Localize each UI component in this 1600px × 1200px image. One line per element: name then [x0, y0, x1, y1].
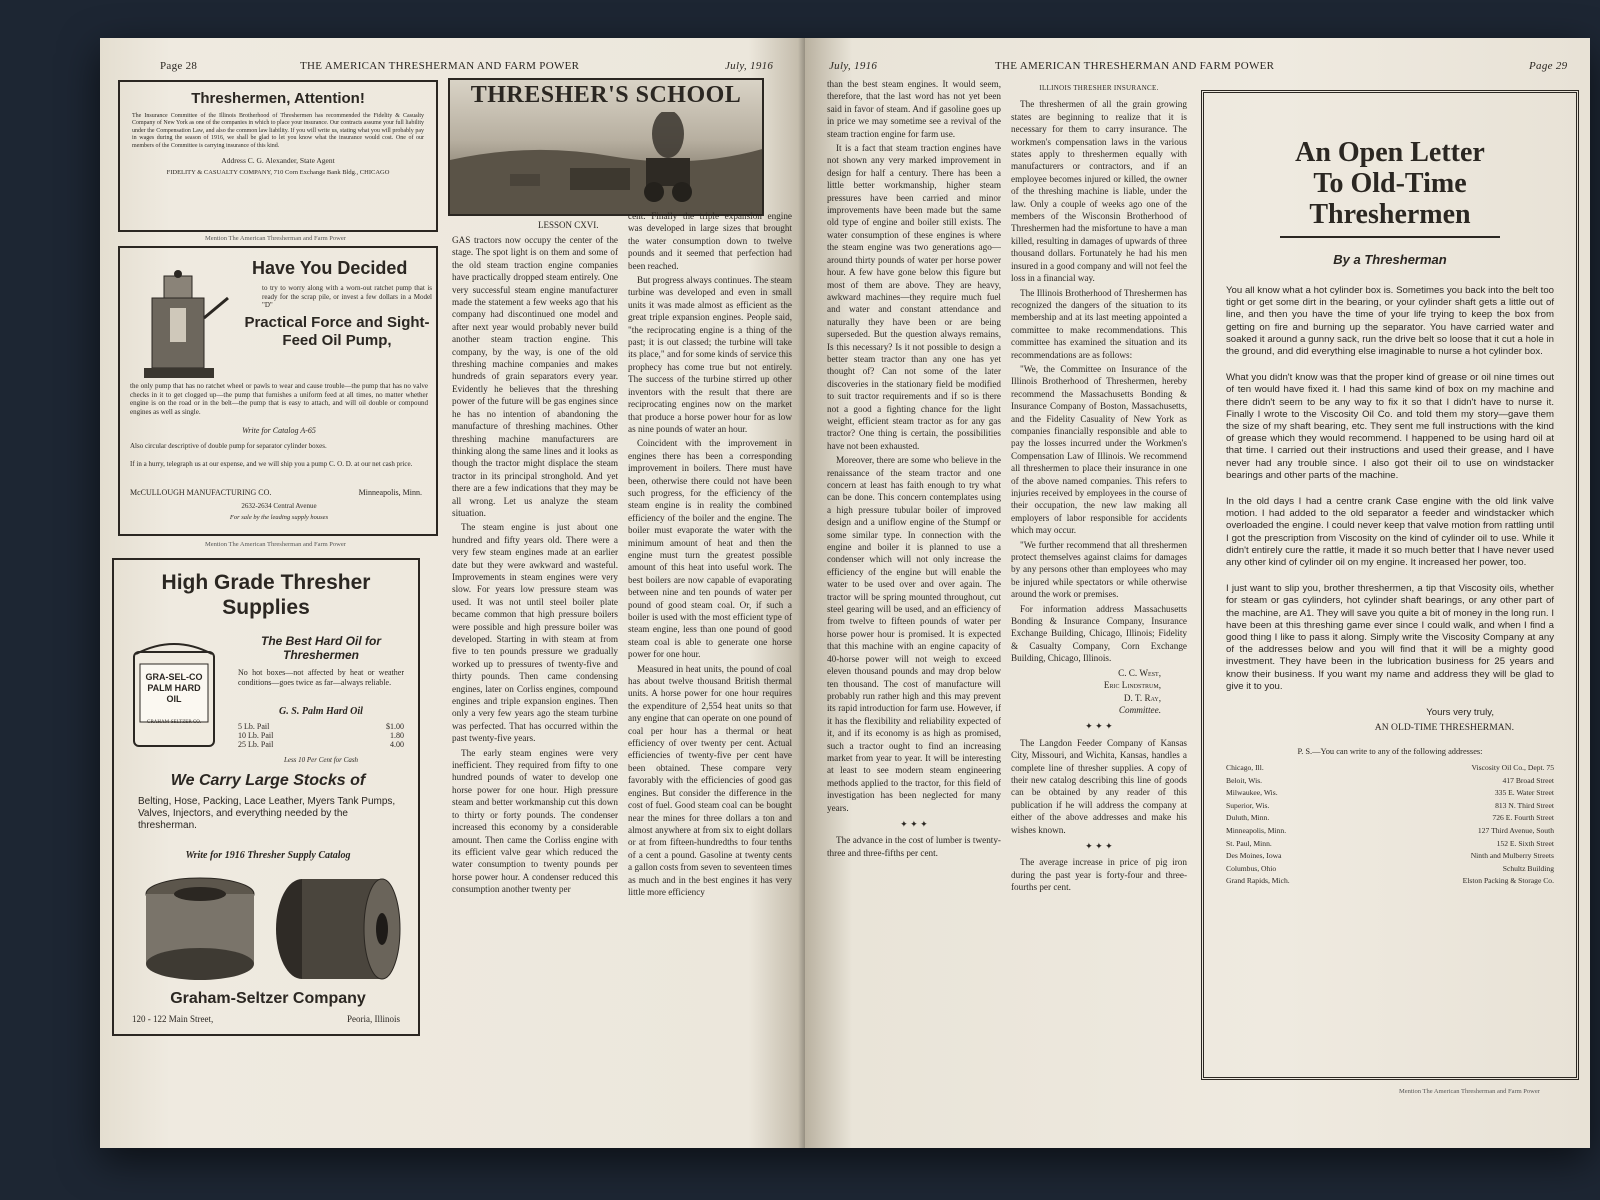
ad-hurry: If in a hurry, telegraph us at our expense, and we will ship you a pump C. O. D. at our net cash price. — [130, 460, 413, 468]
section-divider: ✦ ✦ ✦ — [900, 818, 928, 829]
article-column-4 — [1011, 82, 1187, 1082]
address-row — [1226, 850, 1554, 863]
article-text: The early steam engines were very inefficient. They required from fifty to one hundred pounds of water to develop one horse power for one hour. High pressure steam and better workmanship cut this down to thirty or forty pounds. The condenser increased this economy by a considerable amount. Then came the Corliss engine with its efficient valve gear which reduced the water consumption to twenty pounds per horse power hour. A condenser reduced this consumption another twenty per — [452, 747, 618, 895]
ad-also: Also circular descriptive of double pump for separator cylinder boxes. — [130, 442, 327, 450]
ad-city: Minneapolis, Minn. — [358, 488, 422, 497]
article-column-1 — [452, 234, 618, 1082]
threshing-scene-photo — [450, 112, 764, 216]
page-date: July, 1916 — [829, 60, 878, 72]
address-row — [1226, 863, 1554, 876]
address-city: Des Moines, Iowa — [1226, 851, 1282, 861]
article-text: The threshermen of all the grain growing states are beginning to realize that it is necessary for them to carry insurance. The workmen's compensation laws in the various states apply to threshermen equally with manufacturers or contractors, and if an employee becomes injured or killed, the owner of the threshing machine is liable, under the law. Only a couple of weeks ago one of the members of the Wisconsin Brotherhood of Threshermen had the misfortune to have a man killed, resulting in damages of upwards of three thousand dollars. Fortunately he had his men insured in a good company and will not feel the loss in a financial way. — [1011, 99, 1187, 284]
price-size: 5 Lb. Pail — [238, 722, 270, 731]
mention-note: Mention The American Thresherman and Farm Power — [205, 541, 346, 548]
ad-title: Have You Decided — [252, 258, 408, 278]
article-text: cent. Finally the triple expansion engine was developed in large sizes that brought the water consumption down to twelve pounds and it seemed that perfection had been reached. — [628, 211, 792, 271]
section-divider: ✦ ✦ ✦ — [1085, 721, 1113, 732]
address-list — [1226, 762, 1554, 888]
school-title: THRESHER'S SCHOOL — [470, 82, 742, 108]
ad-catalog: Write for Catalog A-65 — [242, 426, 316, 435]
article-text: GAS tractors now occupy the center of the stage. The spot light is on them and some of the old steam traction engine companies have practically dropped steam entirely. One very successful steam engine manufacturer made the statement a few weeks ago that his company had discontinued one model and after next year would probably never build another steam traction engine. This company, by the way, is one of the old threshing machine companies and makes hundreds of grain separators every year. Evidently he believes that the threshing power of the future will be gas engines since he has no intention of abandoning the manufacture of threshing machines. Other threshing machine manufacturers are thinking along the same lines and it looks as though the tractor might displace the steam tractor in its principal stronghold. And yet there are a few indications that they may be all wrong. Let us analyze the steam situation. — [452, 235, 618, 518]
ad-body: the only pump that has no ratchet wheel or pawls to wear and cause trouble—the pump that has no valve checks in it to get clogged up—the pump that furnishes a uniform feed at all times, no matter whether engine is on the road or in the belt—the pump that is easy to attach, and will oil double or compound engines as well as single. — [130, 382, 428, 416]
letter-paragraph: What you didn't know was that the proper kind of grease or oil nine times out of ten would have fixed it. I had this same kind of box on my machine and there didn't seem to be any way to fix it so that I didn't have to nurse it. Finally I wrote to the Viscosity Oil Co. and told them my story—gave them the size of my shaft bearing, etc. They sent me full instructions with the kind of grease which they would recommend. I happened to be using hard oil at that time. I carried out their instructions and used their grease, and I have never had any trouble since. I also got their oil to use on windstacker bearings and other parts of the machine. — [1226, 372, 1554, 481]
letter-paragraph: I just want to slip you, brother threshermen, a tip that Viscosity oils, whether for steam or gas cylinders, hot cylinder shaft bearings, or any other part of the machine, are A1. They will save you quite a bit of money in the long run. I have been at this threshing game ever since I could walk, and when I find a good thing I like to pass it along. Simply write the Viscosity Company at any of the addresses below and you will find that it will be a mighty good investment. They have been in the lubrication business for 25 years and know their business. If you want my name and address they will be glad to give it to you. — [1226, 583, 1554, 692]
graham-seltzer-ad — [112, 558, 420, 1036]
price-value: 4.00 — [390, 740, 404, 749]
ad-title: High Grade Thresher Supplies — [161, 571, 371, 619]
letter-paragraph: You all know what a hot cylinder box is. Sometimes you back into the belt too tight or get some dirt in the bearing, or your cylinder shaft gets a little out of line, and then you have the time of your life trying to keep the box from getting on fire and burning up the separator. You have carried water and soaked it around a gunny sack, run the drive belt so loose that it cut a hole in the ground, and did everything else imaginable to nurse a hot cylinder box. — [1226, 285, 1554, 358]
ad-street: 120 - 122 Main Street, — [132, 1014, 214, 1024]
address-street: 335 E. Water Street — [1494, 788, 1554, 798]
address-street: 813 N. Third Street — [1495, 800, 1554, 810]
ad-company: Graham-Seltzer Company — [170, 990, 366, 1007]
ad-dealers: For sale by the leading supply houses — [229, 514, 329, 521]
oil-pump-illustration — [134, 268, 232, 390]
article-column-2 — [628, 210, 792, 1082]
article-text: The steam engine is just about one hundred and fifty years old. There were a very few steam engines made at an earlier date but they were awkward and wasteful. Improvements in steam engines were very slow. For years low pressure steam was used. It was not until steel boiler plate became common that high pressure boilers were possible and high pressure boiler was developed. Starting in with steam at from five to ten pounds pressure we gradually worked up to pressures of twenty-five and thirty pounds. Then came condensing engines, later on Corliss engines, compound engines and triple expansion engines. Then only a very few years ago the steam turbine was perfected. That has occurred within the past twenty-five years. — [452, 522, 618, 744]
ad-company: FIDELITY & CASUALTY COMPANY, 710 Corn Exchange Bank Bldg., CHICAGO — [166, 169, 390, 177]
ad-company: McCULLOUGH MANUFACTURING CO. — [130, 488, 272, 497]
address-street: 152 E. Sixth Street — [1496, 838, 1554, 848]
address-city: Minneapolis, Minn. — [1226, 826, 1287, 836]
address-street: 726 E. Fourth Street — [1492, 813, 1554, 823]
article-text: But progress always continues. The steam turbine was developed and even in small units it was made almost as efficient as the great triple expansion engines. People said, "the reciprocating engine is a thing of the past; it is out classed; the turbine will take its place," and for some kinds of service this prophecy has come true but not entirely. The success of the turbine stirred up other inventors with the result that there are reciprocating engines now on the market that produce a horse power hour for as low as nine pounds of water an hour. — [628, 275, 792, 434]
article-text: The average increase in price of pig iron during the past year is forty-four and three-fourths per cent. — [1011, 857, 1187, 893]
mention-note: Mention The American Thresherman and Farm Power — [1399, 1088, 1540, 1095]
address-row — [1226, 787, 1554, 800]
committee-label: Committee. — [1118, 704, 1161, 715]
price-value: 1.80 — [390, 731, 404, 740]
address-street: 127 Third Avenue, South — [1477, 826, 1554, 836]
address-street: Ninth and Mulberry Streets — [1470, 851, 1554, 861]
lesson-number: LESSON CXVI. — [538, 220, 599, 230]
ad-address: Address C. G. Alexander, State Agent — [221, 156, 335, 166]
letter-title: An Open Letter To Old-Time Threshermen — [1280, 137, 1500, 238]
price-row — [238, 722, 404, 731]
address-city: St. Paul, Minn. — [1226, 838, 1272, 848]
address-city: Beloit, Wis. — [1226, 775, 1263, 785]
open-letter-ad — [1201, 90, 1579, 1080]
section-divider: ✦ ✦ ✦ — [1085, 840, 1113, 851]
article-text: Coincident with the improvement in engines there has been a corresponding improvement in boilers. There must have been, otherwise there could not have been such progress, for the efficiency of the steam engine is in reality the combined efficiency of the boiler and the engine. The boiler must evaporate the water with the minimum amount of heat and then the engine must turn the greatest possible amount of this heat into useful work. The best boilers are now capable of evaporating between nine and ten pounds of water per pound of good steam coal. Or, if such a boiler is used with the most efficient type of steam engine, less than one pound of good steam coal is able to generate one horse power for one hour. — [628, 438, 792, 660]
address-city: Chicago, Ill. — [1226, 763, 1264, 773]
address-row — [1226, 775, 1554, 788]
can-label: GRA-SEL-CO PALM HARD OIL — [145, 672, 203, 704]
address-city: Columbus, Ohio — [1226, 863, 1277, 873]
price-size: 25 Lb. Pail — [238, 740, 274, 749]
page-number: Page 28 — [160, 60, 198, 72]
price-row — [238, 740, 404, 749]
stock-body: Belting, Hose, Packing, Lace Leather, Myers Tank Pumps, Valves, Injectors, and everything needed by the thresherman. — [138, 796, 396, 831]
ad-title: Threshermen, Attention! — [191, 90, 365, 107]
ad-city: Peoria, Illinois — [347, 1014, 400, 1024]
address-street: 417 Broad Street — [1502, 775, 1554, 785]
price-heading: G. S. Palm Hard Oil — [279, 706, 363, 717]
signers — [1011, 667, 1187, 717]
page-date: July, 1916 — [725, 60, 774, 72]
article-text: Measured in heat units, the pound of coal has about twelve thousand British thermal units. A horse power for one hour requires the expenditure of 2,554 heat units so that any engine that can operate on one pound of coal per hour has a thermal or heat efficiency of over twenty per cent. Actual efficiencies of twenty-five per cent have been obtained. These compare very favorably with the efficiencies of good gas engines. But consider the difference in the cost of fuel. Good steam coal can be bought near the mines for three dollars a ton and almost anywhere at from six to eight dollars or at from fifteen-hundredths to four tenths of a cent a pound. Gasoline at twenty cents a gallon costs from seven to seventeen times as much and in the best engines it has very little more efficiency — [628, 663, 792, 897]
price-row — [238, 731, 404, 740]
right-page — [805, 38, 1590, 1148]
belt-roll-illustration — [272, 874, 402, 984]
address-row — [1226, 875, 1554, 888]
ad-street: 2632-2634 Central Avenue — [241, 502, 317, 510]
address-city: Duluth, Minn. — [1226, 813, 1270, 823]
address-row — [1226, 762, 1554, 775]
pulley-illustration — [140, 874, 260, 984]
letter-signature: AN OLD-TIME THRESHERMAN. — [1374, 722, 1514, 734]
ad-intro: to try to worry along with a worn-out ratchet pump that is ready for the scrap pile, or invest a few dollars in a Model "D" — [262, 284, 432, 309]
address-street: Viscosity Oil Co., Dept. 75 — [1471, 763, 1554, 773]
ad-subtitle: Practical Force and Sight-Feed Oil Pump, — [244, 314, 430, 349]
signer: D. T. Ray, — [1123, 692, 1161, 703]
threshers-school-banner — [448, 78, 764, 216]
section-heading: ILLINOIS THRESHER INSURANCE. — [1039, 84, 1159, 92]
address-row — [1226, 812, 1554, 825]
magazine-spread — [100, 38, 1590, 1148]
address-row — [1226, 800, 1554, 813]
fidelity-ad — [118, 80, 438, 232]
address-city: Superior, Wis. — [1226, 800, 1270, 810]
article-text: The Illinois Brotherhood of Threshermen has recognized the dangers of the situation to its membership and at its last meeting appointed a committee to make recommendations. This committee has examined the situation and its recommendations are as follows: — [1011, 287, 1187, 360]
address-city: Milwaukee, Wis. — [1226, 788, 1278, 798]
article-text: than the best steam engines. It would seem, therefore, that the last word has not yet been said in favor of steam. And if gasoline goes up in price we may sometime see a revival of the steam traction engine for farm use. — [827, 79, 1001, 139]
oil-body: No hot boxes—not affected by heat or weather conditions—goes twice as far—always reliable. — [238, 668, 404, 687]
running-head: THE AMERICAN THRESHERMAN AND FARM POWER — [995, 60, 1275, 72]
price-size: 10 Lb. Pail — [238, 731, 274, 740]
mccullough-ad — [118, 246, 438, 536]
article-text: For information address Massachusetts Bonding & Insurance Company, Insurance Exchange Building, Chicago, Illinois; Fidelity & Casualty Company, Corn Exchange Building, Chicago, Illinois. — [1011, 603, 1187, 664]
signer: C. C. West, — [1118, 667, 1161, 678]
article-column-3 — [827, 78, 1001, 1082]
price-list — [238, 722, 404, 749]
article-text: Moreover, there are some who believe in the renaissance of the steam tractor and one concern at least has faith enough to try what can be done. This concern contemplates using a high pressure tubular boiler of improved design and a uniflow engine of the Stumpf or some similar type. In connection with the engine and boiler it is planned to use a condenser which will not only increase the efficiency of the engine but will enable the water to be used over and over again. The tractor will be spring mounted throughout, cut steel gearing will be used, and an efficiency of from twelve to fifteen pounds of water per horse power hour is promised. It is expected that this machine with an engine capacity of 40-horse power will not weigh to exceed eleven thousand pounds and may drop below ten thousand. The cost of manufacture will probably run rather high and this may prevent its rapid introduction for farm use. However, if it has the flexibility and reliability expected of it, and if its economy is as high as promised, such a tractor ought to find an increasing market from year to year. It will be interesting at least to see modern steam engineering methods applied to the tractor, for this field of investigation has been neglected for many years. — [827, 455, 1001, 813]
article-text: It is a fact that steam traction engines have not shown any very marked improvement in design for half a century. There has been a little better workmanship, higher steam pressures have been carried and minor improvements have been made but the same old type of engine and boiler still exists. The water consumption of these engines is where the steam engine was two generations ago—around thirty pounds of water per horse power hour. A few have gone below this figure but most of them are above. They are heavy, awkward machines—they require much fuel and water and constant attendance and naturally they have been or are being superseded. But the question always remains, Is this necessary? Is it not possible to design a better steam tractor than any one has yet thought of? Can not some of the later discoveries in the stationary field be modified to suit tractor requirements and if so is there not a good a fighting chance for the light weight, efficient steam tractor as for any gas tractor? One thing is certain, the possibilities have not been exhausted. — [827, 143, 1001, 451]
address-row — [1226, 838, 1554, 851]
letter-closing: Yours very truly, — [1426, 707, 1494, 719]
catalog-link: Write for 1916 Thresher Supply Catalog — [185, 850, 351, 861]
left-page — [100, 38, 805, 1148]
running-head: THE AMERICAN THRESHERMAN AND FARM POWER — [300, 60, 580, 72]
article-text: The advance in the cost of lumber is twenty-three and three-fifths per cent. — [827, 835, 1001, 858]
letter-paragraph: In the old days I had a centre crank Case engine with the old link valve motion. I had added to the old separator a feeder and windstacker which overloaded the engine. I could never keep that valve motion from rattling until I got the prescription from Viscosity on the kind of cylinder oil to use. While it didn't entirely cure the rattle, it made it so much better that I have never used any other kind of cylinder oil on my engine. It increased her power, too. — [1226, 496, 1554, 569]
address-row — [1226, 825, 1554, 838]
price-discount: Less 10 Per Cent for Cash — [283, 756, 359, 764]
stock-heading: We Carry Large Stocks of — [170, 772, 366, 789]
article-text: The Langdon Feeder Company of Kansas City, Missouri, and Wichita, Kansas, handles a complete line of thresher supplies. A copy of their new catalog describing this line of goods can be obtained by any reader of this publication if he will address the company at either of the above addresses and make his wishes known. — [1011, 737, 1187, 835]
address-street: Schultz Building — [1502, 863, 1554, 873]
letter-byline: By a Thresherman — [1333, 252, 1447, 267]
signer: Eric Lindstrum, — [1103, 680, 1161, 691]
article-text: "We, the Committee on Insurance of the Illinois Brotherhood of Threshermen, hereby recommend the Massachusetts Bonding & Insurance Company of Boston, Massachusetts, and the Fidelity Casuality of New York as companies financially responsible and able to pay the losses incurred under the Workmen's Compensation Law of Illinois. We recommend all threshermen to place their insurance in one of the above named companies. This refers to injuries received by employees in the course of their occupation, the new law making all employers of labor responsible for accidents which may occur. — [1011, 363, 1187, 536]
oil-heading: The Best Hard Oil for Threshermen — [260, 634, 382, 662]
mention-note: Mention The American Thresherman and Farm Power — [205, 235, 346, 242]
address-city: Grand Rapids, Mich. — [1226, 876, 1290, 886]
can-maker: GRAHAM-SELTZER CO. — [146, 720, 202, 725]
article-text: "We further recommend that all threshermen protect themselves against claims for damages by any persons other than employees who may be injured while spectators or while otherwise around the work or premises. — [1011, 539, 1187, 600]
letter-ps: P. S.—You can write to any of the following addresses: — [1297, 747, 1483, 757]
price-value: $1.00 — [386, 722, 404, 731]
ad-body: The Insurance Committee of the Illinois Brotherhood of Threshermen has recommended the Fidelity & Casualty Company of New York as one of the companies in which to place your insurance. Our contracts assume your full liability under the Compensation Law, and also the common law liability. If you will write us, stating what you will probably pay in wages during the season of 1916, we shall be glad to let you know what the insurance would cost. One of our members of the Committee is carrying insurance of this kind. — [132, 113, 424, 149]
page-number: Page 29 — [1529, 60, 1568, 72]
address-street: Elston Packing & Storage Co. — [1462, 876, 1554, 886]
